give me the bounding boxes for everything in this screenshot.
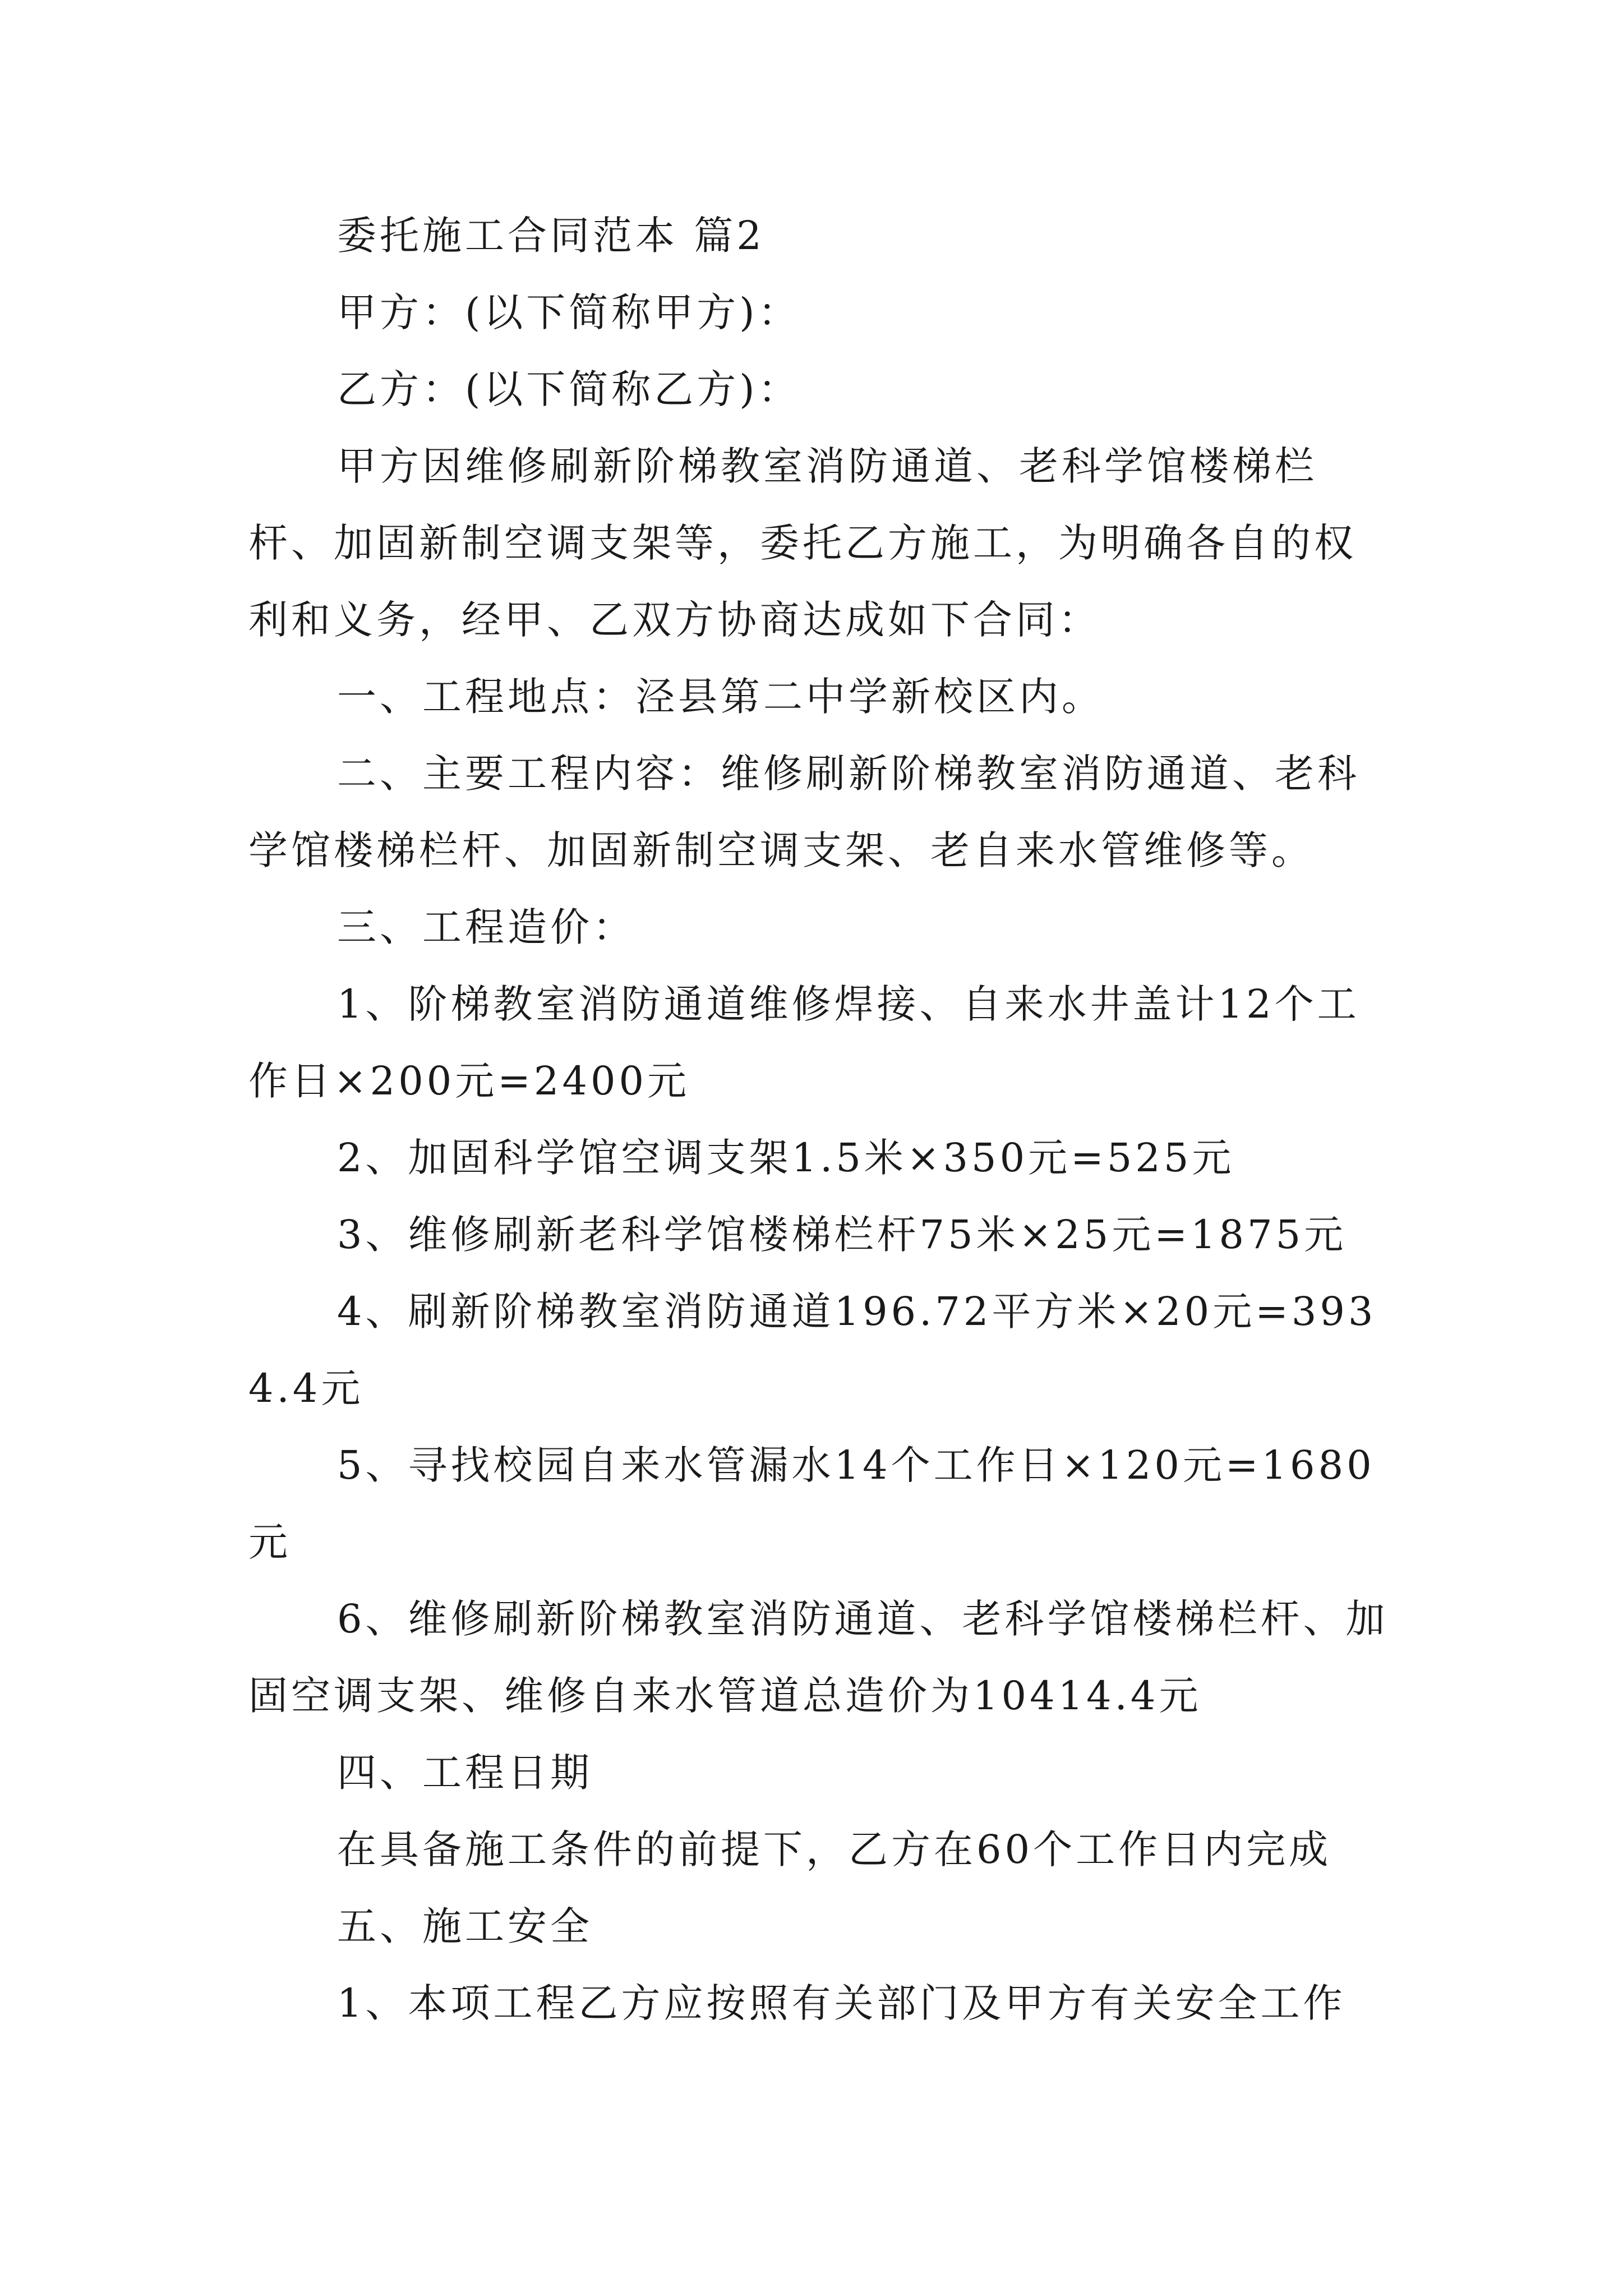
party-a-line: 甲方：(以下简称甲方)： xyxy=(337,289,801,335)
clause-safety-heading: 五、施工安全 xyxy=(337,1903,593,1949)
clause-date-text: 在具备施工条件的前提下，乙方在60个工作日内完成 xyxy=(337,1826,1332,1872)
clause-cost-heading: 三、工程造价： xyxy=(337,904,635,950)
clause-content: 二、主要工程内容：维修刷新阶梯教室消防通道、老科学馆楼梯栏杆、加固新制空调支架、老自来水管维修等。 xyxy=(248,751,1360,873)
party-b-line: 乙方：(以下简称乙方)： xyxy=(337,366,801,412)
document-body xyxy=(248,197,1398,2042)
clause-date-heading: 四、工程日期 xyxy=(337,1750,593,1796)
safety-item-1: 1、本项工程乙方应按照有关部门及甲方有关安全工作 xyxy=(337,1980,1346,2026)
cost-item-2: 2、加固科学馆空调支架1.5米×350元=525元 xyxy=(337,1135,1235,1181)
cost-item-6: 6、维修刷新阶梯教室消防通道、老科学馆楼梯栏杆、加固空调支架、维修自来水管道总造价为10414.4元 xyxy=(248,1596,1389,1719)
intro-paragraph: 甲方因维修刷新阶梯教室消防通道、老科学馆楼梯栏杆、加固新制空调支架等，委托乙方施工，为明确各自的权利和义务，经甲、乙双方协商达成如下合同： xyxy=(248,443,1357,643)
cost-item-4: 4、刷新阶梯教室消防通道196.72平方米×20元=3934.4元 xyxy=(248,1289,1377,1411)
cost-item-5: 5、寻找校园自来水管漏水14个工作日×120元=1680元 xyxy=(248,1442,1375,1565)
section-title: 委托施工合同范本 篇2 xyxy=(337,213,765,259)
cost-item-1: 1、阶梯教室消防通道维修焊接、自来水井盖计12个工作日×200元=2400元 xyxy=(248,981,1360,1104)
clause-location: 一、工程地点：泾县第二中学新校区内。 xyxy=(337,674,1104,720)
cost-item-3: 3、维修刷新老科学馆楼梯栏杆75米×25元=1875元 xyxy=(337,1212,1347,1258)
